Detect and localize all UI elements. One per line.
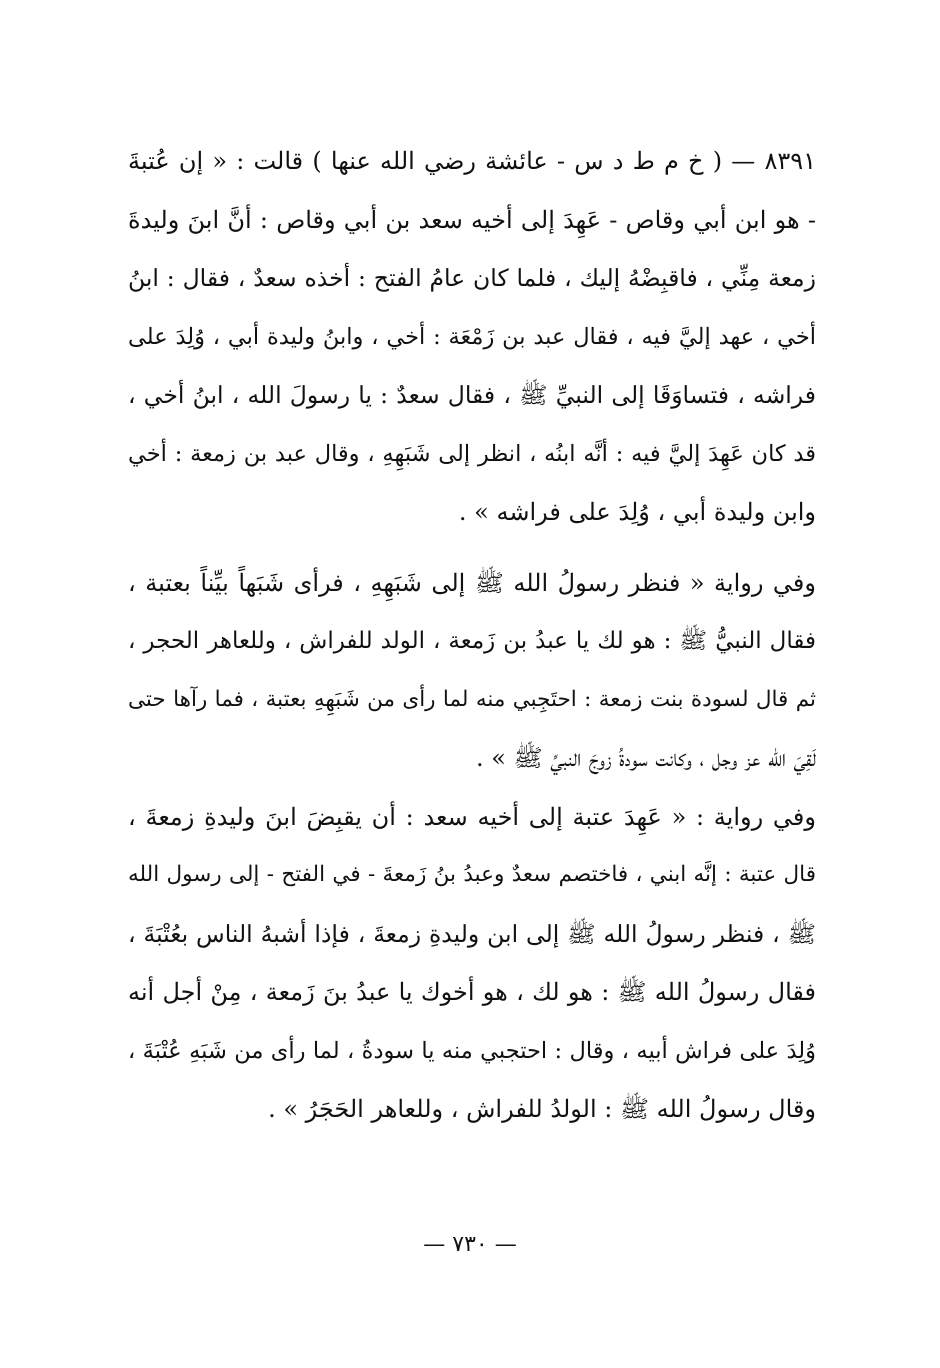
text-line: وفي رواية « فنظر رسولُ الله ﷺ إلى شَبَهِهِ ، فرأى شَبَهاً بيِّناً بعتبة ، xyxy=(128,568,816,597)
text-line: قد كان عَهِدَ إليَّ فيه : أنَّه ابنُه ، انظر إلى شَبَهِهِ ، وقال عبد بن زمعة : أخي xyxy=(128,440,816,467)
text-line: - هو ابن أبي وقاص - عَهِدَ إلى أخيه سعد بن أبي وقاص : أنَّ ابنَ وليدةَ xyxy=(128,205,816,234)
text-line: قال عتبة : إنَّه ابني ، فاختصم سعدٌ وعبدُ بنُ زَمعةَ - في الفتح - إلى رسول الله xyxy=(128,862,816,887)
text-line: ثم قال لسودة بنت زمعة : احتَجِبي منه لما رأى من شَبَهِهِ بعتبة ، فما رآها حتى xyxy=(128,686,816,712)
text-line: وابن وليدة أبي ، وُلِدَ على فراشه » . xyxy=(458,498,816,526)
text-line: أخي ، عهد إليَّ فيه ، فقال عبد بن زَمْعَة : أخي ، وابنُ وليدة أبي ، وُلِدَ على xyxy=(128,323,816,350)
page-number: — ٧٣٠ — xyxy=(423,1232,517,1257)
paragraph-spacer xyxy=(128,542,816,554)
text-line: فقال رسولُ الله ﷺ : هو لك ، هو أخوك يا عبدُ بنَ زَمعة ، مِنْ أجل أنه xyxy=(128,978,816,1006)
text-line: ٨٣٩١ — ( خ م ط د س - عائشة رضي الله عنها ) قالت : « إن عُتبةَ xyxy=(128,147,816,175)
text-line: لَقِيَ الله عز وجل ، وكانت سودةُ زوجَ النبيِّ ﷺ » . xyxy=(476,744,816,772)
hadith-text xyxy=(128,132,816,1139)
text-line: زمعة مِنِّي ، فاقبِضْهُ إليك ، فلما كان عامُ الفتح : أخذه سعدٌ ، فقال : ابنُ xyxy=(128,264,816,292)
text-line: وُلِدَ على فراش أبيه ، وقال : احتجبي منه يا سودةُ ، لما رأى من شَبَهِ عُتْبَةَ ، xyxy=(128,1037,816,1064)
paragraph-riwaya-2 xyxy=(128,788,816,1139)
text-line: وقال رسولُ الله ﷺ : الولدُ للفراش ، وللعاهر الحَجَرُ » . xyxy=(268,1095,816,1123)
text-line: فراشه ، فتساوَقَا إلى النبيِّ ﷺ ، فقال سعدٌ : يا رسولَ الله ، ابنُ أخي ، xyxy=(128,381,816,409)
paragraph-hadith-8391 xyxy=(128,132,816,542)
text-line: ﷺ ، فنظر رسولُ الله ﷺ إلى ابن وليدةِ زمعةَ ، فإذا أشبهُ الناس بعُتْبَةَ ، xyxy=(128,919,816,948)
paragraph-riwaya-1 xyxy=(128,554,816,788)
text-line: فقال النبيُّ ﷺ : هو لك يا عبدُ بن زَمعة ، الولد للفراش ، وللعاهر الحجر ، xyxy=(128,628,816,654)
text-line: وفي رواية : « عَهِدَ عتبة إلى أخيه سعد : أن يقبِضَ ابنَ وليدةِ زمعةَ ، xyxy=(128,802,816,831)
